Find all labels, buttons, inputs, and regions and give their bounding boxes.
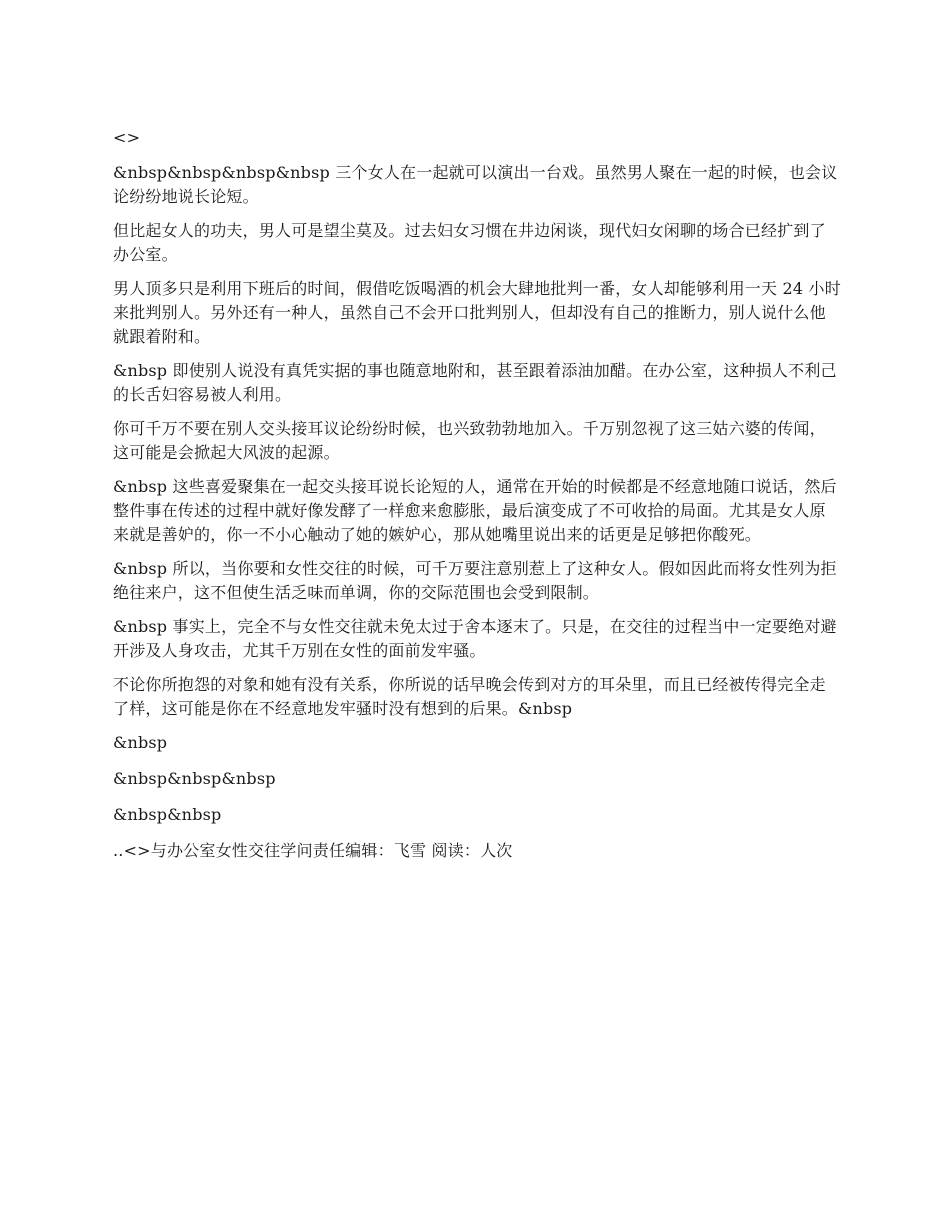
paragraph: 你可千万不要在别人交头接耳议论纷纷时候，也兴致勃勃地加入。千万别忽视了这三姑六婆的传闻，这可能是会掀起大风波的起源。 <box>113 419 826 462</box>
paragraph: &nbsp&nbsp&nbsp&nbsp 三个女人在一起就可以演出一台戏。虽然男人聚在一起的时候，也会议论纷纷地说长论短。 <box>113 163 838 206</box>
paragraph: &nbsp&nbsp <box>113 805 222 824</box>
paragraph: &nbsp 所以，当你要和女性交往的时候，可千万要注意别惹上了这种女人。假如因此而将女性列为拒绝往来户，这不但使生活乏味而单调，你的交际范围也会受到限制。 <box>113 559 837 602</box>
paragraph: &nbsp 这些喜爱聚集在一起交头接耳说长论短的人，通常在开始的时候都是不经意地随口说话，然后整件事在传述的过程中就好像发酵了一样愈来愈膨胀，最后演变成了不可收拾的局面。尤其是女人原来就是善妒的，你一不小心触动了她的嫉妒心，那从她嘴里说出来的话更是足够把你酸死。 <box>113 477 837 544</box>
paragraph: 但比起女人的功夫，男人可是望尘莫及。过去妇女习惯在井边闲谈，现代妇女闲聊的场合已经扩到了办公室。 <box>113 221 826 264</box>
paragraph: 不论你所抱怨的对象和她有没有关系，你所说的话早晚会传到对方的耳朵里，而且已经被传得完全走了样，这可能是你在不经意地发牢骚时没有想到的后果。&nbsp <box>113 675 826 718</box>
article-footer: ..<>与办公室女性交往学问责任编辑：飞雪 阅读：人次 <box>113 841 513 860</box>
document-body <box>113 126 841 873</box>
paragraph: &nbsp&nbsp&nbsp <box>113 769 276 788</box>
paragraph: 男人顶多只是利用下班后的时间，假借吃饭喝酒的机会大肆地批判一番，女人却能够利用一天 24 小时来批判别人。另外还有一种人，虽然自己不会开口批判别人，但却没有自己的推断力，别人说什么他就跟着附和。 <box>113 279 841 346</box>
paragraph: &nbsp 即使别人说没有真凭实据的事也随意地附和，甚至跟着添油加醋。在办公室，这种损人不利己的长舌妇容易被人利用。 <box>113 361 837 404</box>
paragraph: &nbsp 事实上，完全不与女性交往就未免太过于舍本逐末了。只是，在交往的过程当中一定要绝对避开涉及人身攻击，尤其千万别在女性的面前发牢骚。 <box>113 617 837 660</box>
paragraph: &nbsp <box>113 733 168 752</box>
paragraph: <> <box>113 128 141 147</box>
